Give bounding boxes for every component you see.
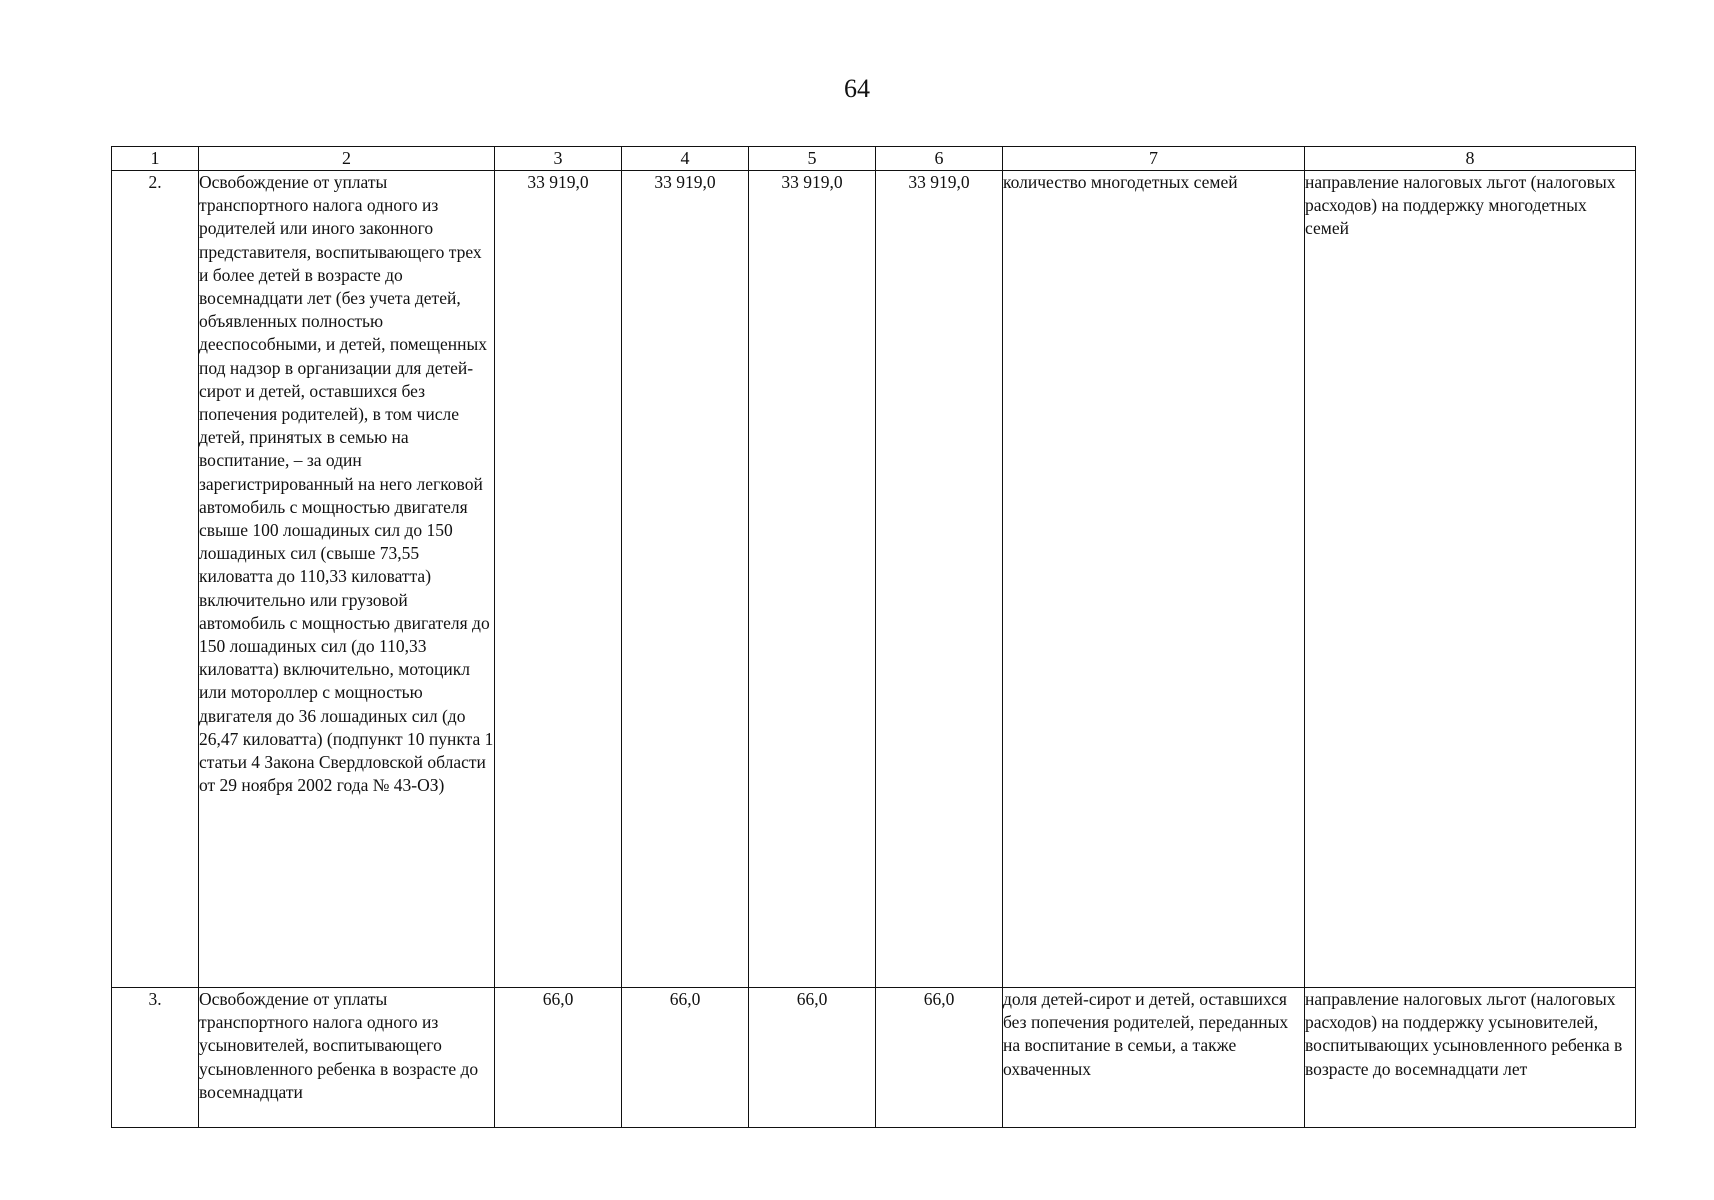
criterion-text: количество многодетных семей <box>1003 171 1305 988</box>
direction-text: направление налоговых льгот (налоговых расходов) на поддержку усыновителей, воспитывающих усыновленного ребенка в возрасте до восемнадцати лет <box>1305 988 1636 1128</box>
column-header: 3 <box>495 147 622 171</box>
column-number-header-row <box>112 147 1636 171</box>
amount-col4: 33 919,0 <box>622 171 749 988</box>
amount-col5: 33 919,0 <box>749 171 876 988</box>
row-number: 2. <box>112 171 199 988</box>
table-row <box>112 171 1636 988</box>
amount-col6: 33 919,0 <box>876 171 1003 988</box>
amount-col3: 66,0 <box>495 988 622 1128</box>
column-header: 6 <box>876 147 1003 171</box>
column-header: 7 <box>1003 147 1305 171</box>
row-number: 3. <box>112 988 199 1128</box>
column-header: 4 <box>622 147 749 171</box>
amount-col3: 33 919,0 <box>495 171 622 988</box>
amount-col6: 66,0 <box>876 988 1003 1128</box>
amount-col4: 66,0 <box>622 988 749 1128</box>
table-row <box>112 988 1636 1128</box>
amount-col5: 66,0 <box>749 988 876 1128</box>
benefits-table <box>111 146 1636 1128</box>
benefit-description: Освобождение от уплаты транспортного налога одного из родителей или иного законного представителя, воспитывающего трех и более детей в возрасте до восемнадцати лет (без учета детей, объявленных полностью дееспособными, и детей, помещенных под надзор в организации для детей-сирот и детей, оставшихся без попечения родителей), в том числе детей, принятых в семью на воспитание, – за один зарегистрированный на него легковой автомобиль с мощностью двигателя свыше 100 лошадиных сил до 150 лошадиных сил (свыше 73,55 киловатта до 110,33 киловатта) включительно или грузовой автомобиль с мощностью двигателя до 150 лошадиных сил (до 110,33 киловатта) включительно, мотоцикл или мотороллер с мощностью двигателя до 36 лошадиных сил (до 26,47 киловатта) (подпункт 10 пункта 1 статьи 4 Закона Свердловской области от 29 ноября 2002 года № 43-ОЗ) <box>199 171 495 988</box>
criterion-text: доля детей-сирот и детей, оставшихся без попечения родителей, переданных на воспитание в семьи, а также охваченных <box>1003 988 1305 1128</box>
benefit-description: Освобождение от уплаты транспортного налога одного из усыновителей, воспитывающего усыновленного ребенка в возрасте до восемнадцати <box>199 988 495 1128</box>
page-number: 64 <box>844 74 870 103</box>
direction-text: направление налоговых льгот (налоговых расходов) на поддержку многодетных семей <box>1305 171 1636 988</box>
column-header: 5 <box>749 147 876 171</box>
column-header: 1 <box>112 147 199 171</box>
column-header: 2 <box>199 147 495 171</box>
column-header: 8 <box>1305 147 1636 171</box>
